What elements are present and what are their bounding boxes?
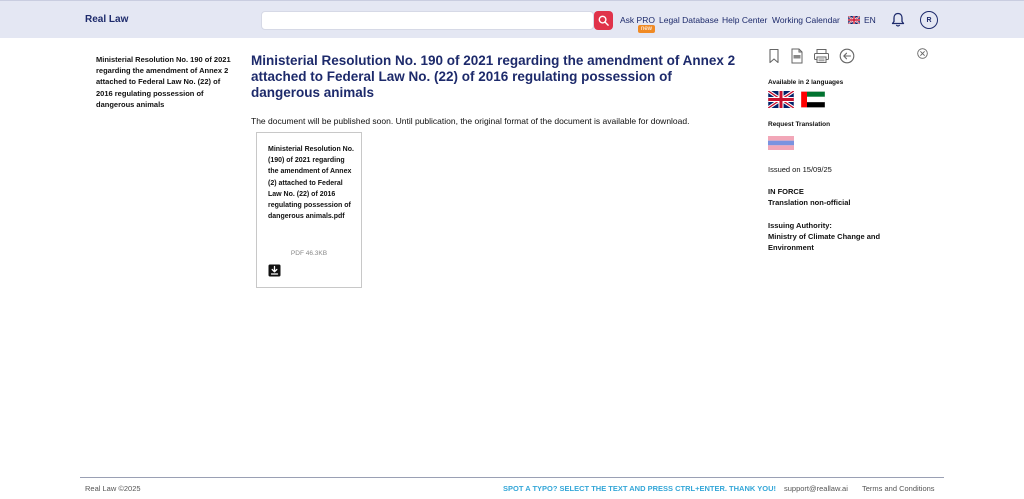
translation-status: Translation non-official	[768, 198, 851, 207]
document-card[interactable]	[256, 132, 362, 288]
footer-copyright: Real Law ©2025	[85, 484, 141, 493]
document-toolbar	[767, 48, 855, 64]
issued-date: Issued on 15/09/25	[768, 165, 832, 174]
footer-support-email[interactable]: support@reallaw.ai	[784, 484, 848, 493]
document-file-size: PDF 46.3KB	[290, 250, 328, 257]
nav-legal-database[interactable]: Legal Database	[659, 15, 719, 25]
document-file-name: Ministerial Resolution No. (190) of 2021 regarding the amendment of Annex (2) attached to Federal Law No. (22) of 2016 regulating possession of dangerous animals.pdf	[268, 146, 354, 221]
uae-flag-icon[interactable]	[801, 91, 825, 108]
search-icon	[598, 15, 609, 26]
language-selector[interactable]	[848, 15, 876, 25]
status-badge: IN FORCE	[768, 187, 804, 196]
top-bar	[0, 0, 1024, 38]
bell-icon[interactable]	[891, 12, 905, 28]
nav-ask-pro[interactable]: Ask PRO	[620, 15, 655, 25]
bookmark-icon[interactable]	[767, 48, 781, 64]
close-icon[interactable]	[917, 48, 928, 59]
issuing-authority: Ministry of Climate Change and Environment	[768, 232, 881, 252]
download-icon[interactable]	[268, 264, 281, 277]
language-label: EN	[864, 15, 876, 25]
brand-logo[interactable]: Real Law	[85, 14, 129, 25]
search-button[interactable]	[594, 11, 613, 30]
uk-flag-icon[interactable]	[768, 91, 794, 108]
avatar[interactable]: R	[920, 11, 938, 29]
russia-flag-icon[interactable]	[768, 136, 794, 150]
page-title: Ministerial Resolution No. 190 of 2021 regarding the amendment of Annex 2 attached to Federal Law No. (22) of 2016 regulating possession of dangerous animals	[251, 53, 736, 100]
toc-title-link[interactable]: Ministerial Resolution No. 190 of 2021 regarding the amendment of Annex 2 attached to Federal Law No. (22) of 2016 regulating possession of dangerous animals	[96, 55, 231, 109]
available-languages-label: Available in 2 languages	[768, 79, 844, 86]
search-input[interactable]	[261, 11, 594, 30]
issuing-authority-label: Issuing Authority:	[768, 221, 832, 230]
pdf-file-icon[interactable]	[790, 48, 804, 64]
request-translation-label: Request Translation	[768, 121, 831, 128]
footer-typo-notice: SPOT A TYPO? SELECT THE TEXT AND PRESS CTRL+ENTER. THANK YOU!	[503, 484, 777, 493]
back-arrow-icon[interactable]	[839, 48, 855, 64]
uk-flag-icon	[848, 16, 860, 24]
footer-terms-link[interactable]: Terms and Conditions	[862, 484, 935, 493]
publication-notice: The document will be published soon. Until publication, the original format of the document is available for download.	[251, 116, 690, 126]
footer-divider	[80, 477, 944, 478]
nav-help-center[interactable]: Help Center	[722, 15, 768, 25]
print-icon[interactable]	[813, 48, 830, 64]
new-badge: new	[638, 25, 655, 33]
nav-working-calendar[interactable]: Working Calendar	[772, 15, 840, 25]
